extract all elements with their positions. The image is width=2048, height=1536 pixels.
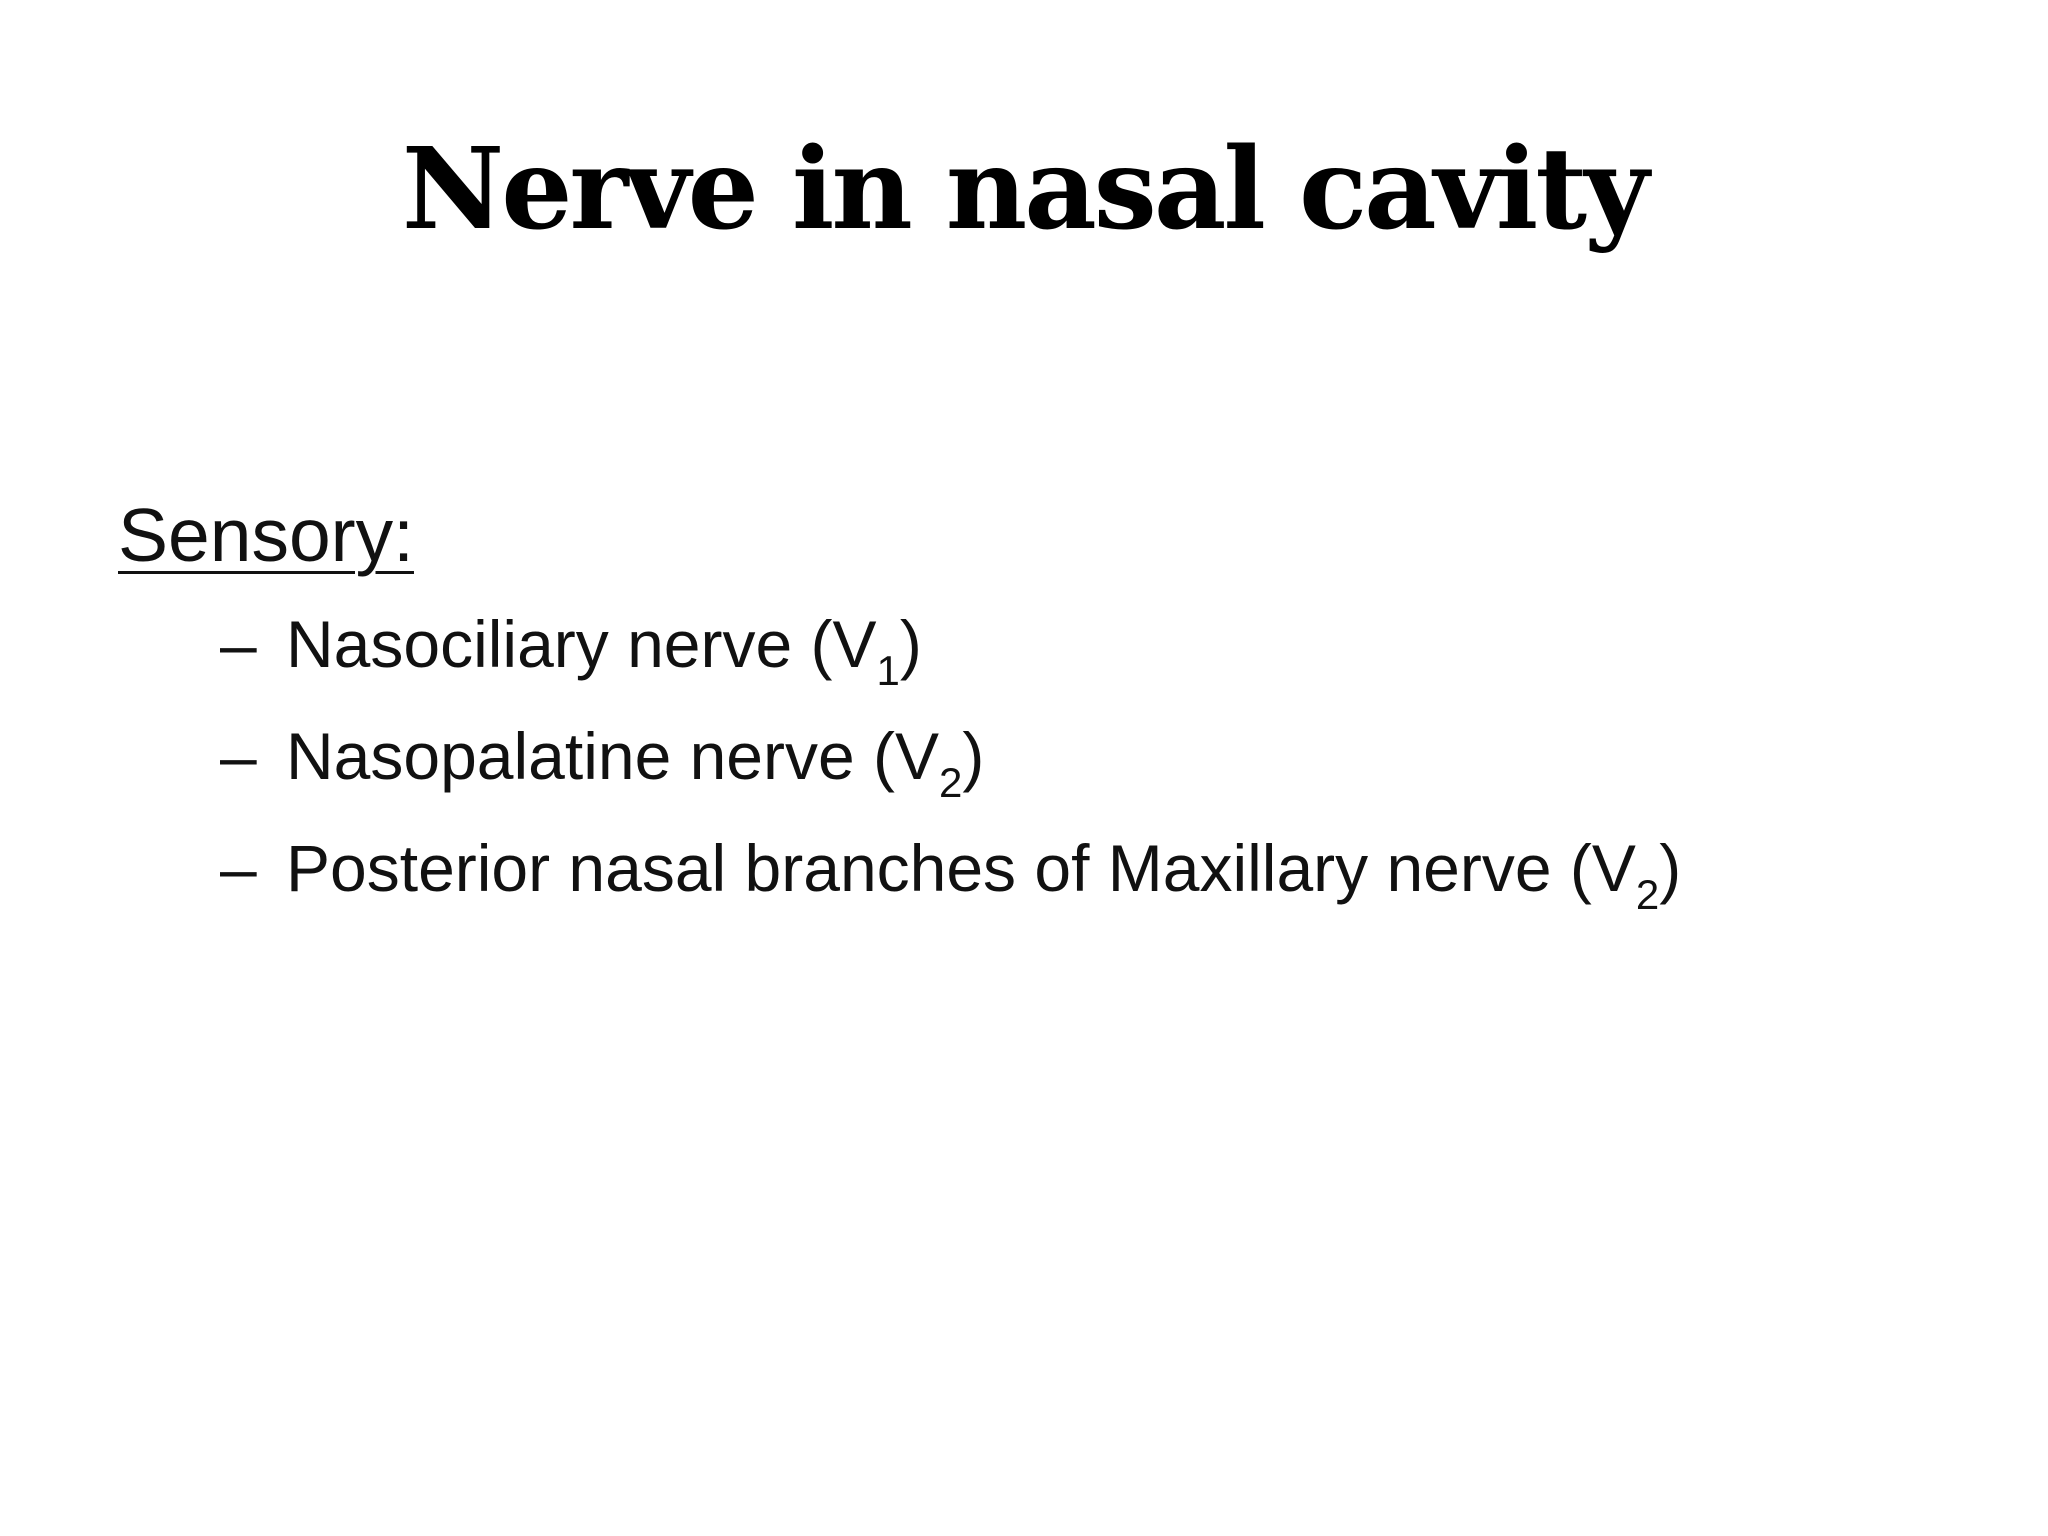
bullet-dash: – — [220, 831, 257, 905]
list-item — [220, 710, 1998, 806]
item-subscript: 1 — [876, 647, 900, 694]
bullet-dash: – — [220, 719, 257, 793]
list-item — [220, 598, 1998, 694]
bullet-list — [118, 598, 1998, 918]
section-heading: Sensory: — [118, 493, 414, 577]
slide-body — [118, 490, 1998, 934]
item-suffix: ) — [899, 607, 922, 681]
list-item — [220, 822, 1998, 918]
item-suffix: ) — [1659, 831, 1682, 905]
item-text: Nasopalatine nerve (V — [286, 719, 940, 793]
item-text: Nasociliary nerve (V — [286, 607, 877, 681]
item-suffix: ) — [962, 719, 985, 793]
item-subscript: 2 — [1635, 871, 1660, 918]
bullet-dash: – — [220, 607, 257, 681]
item-text: Posterior nasal branches of Maxillary nerve (V — [286, 831, 1636, 905]
slide-title: Nerve in nasal cavity — [401, 124, 1647, 255]
item-subscript: 2 — [939, 759, 963, 806]
